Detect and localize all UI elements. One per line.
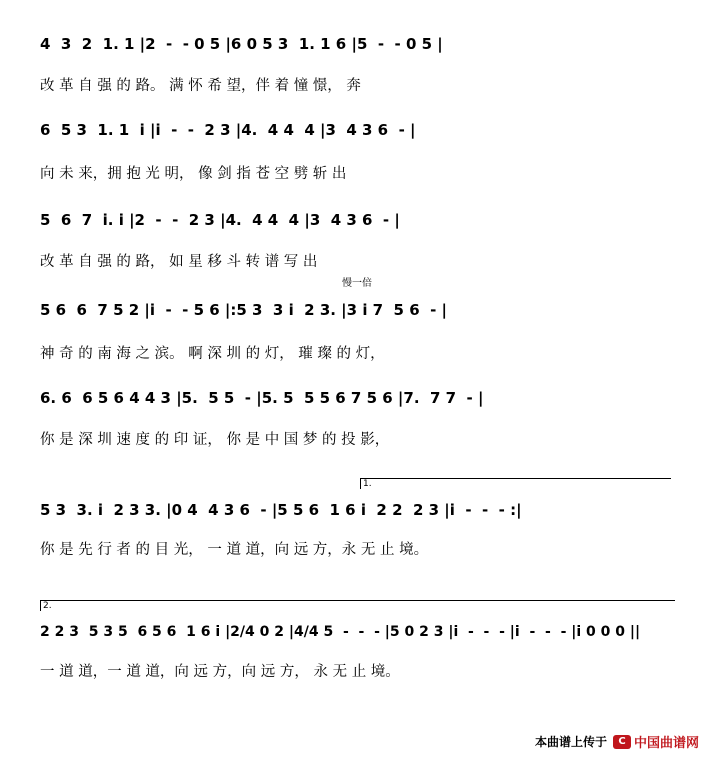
volta-label: 1. (363, 479, 372, 489)
volta-bracket (40, 600, 675, 611)
lyrics-line: 你 是 先 行 者 的 目 光， 一 道 道，向 远 方，永 无 止 境。 (40, 542, 429, 558)
notation-line: 5 3 3. i 2 3 3. |0 4 4 3 6 - |5 5 6 1 6 i 2 2 2 3 |i - - - :| (40, 501, 522, 519)
volta-label: 2. (43, 601, 52, 611)
upload-text: 本曲谱上传于 (534, 735, 607, 749)
upload-credit (535, 732, 699, 751)
lyrics-line: 改 革 自 强 的 路， 如 星 移 斗 转 谱 写 出 (40, 254, 318, 270)
tempo-marking: 慢一倍 (342, 278, 372, 289)
lyrics-line: 一 道 道，一 道 道，向 远 方，向 远 方， 永 无 止 境。 (40, 664, 400, 680)
notation-line: 4 3 2 1. 1 |2 - - 0 5 |6 0 5 3 1. 1 6 |5 - - 0 5 | (40, 35, 443, 53)
lyrics-line: 你 是 深 圳 速 度 的 印 证， 你 是 中 国 梦 的 投 影， (40, 432, 390, 448)
notation-line: 2 2 3 5 3 5 6 5 6 1 6 i |2/4 0 2 |4/4 5 - - - |5 0 2 3 |i - - - |i - - - |i 0 0 0 || (40, 624, 641, 640)
notation-line: 5 6 6 7 5 2 |i - - 5 6 |:5 3 3 i 2 3. |3 i 7 5 6 - | (40, 301, 448, 319)
site-logo-icon: C (613, 735, 631, 749)
volta-bracket (360, 478, 671, 489)
notation-line: 5 6 7 i. i |2 - - 2 3 |4. 4 4 4 |3 4 3 6 - | (40, 211, 400, 229)
site-logo (613, 732, 699, 751)
lyrics-line: 神 奇 的 南 海 之 滨。 啊 深 圳 的 灯， 璀 璨 的 灯， (40, 346, 385, 362)
site-name: 中国曲谱网 (633, 736, 699, 751)
notation-line: 6 5 3 1. 1 i |i - - 2 3 |4. 4 4 4 |3 4 3 6 - | (40, 121, 416, 139)
lyrics-line: 向 未 来，拥 抱 光 明， 像 剑 指 苍 空 劈 斩 出 (40, 166, 347, 182)
notation-line: 6. 6 6 5 6 4 4 3 |5. 5 5 - |5. 5 5 5 6 7 5 6 |7. 7 7 - | (40, 389, 484, 407)
lyrics-line: 改 革 自 强 的 路。 满 怀 希 望，伴 着 憧 憬， 奔 (40, 78, 361, 94)
